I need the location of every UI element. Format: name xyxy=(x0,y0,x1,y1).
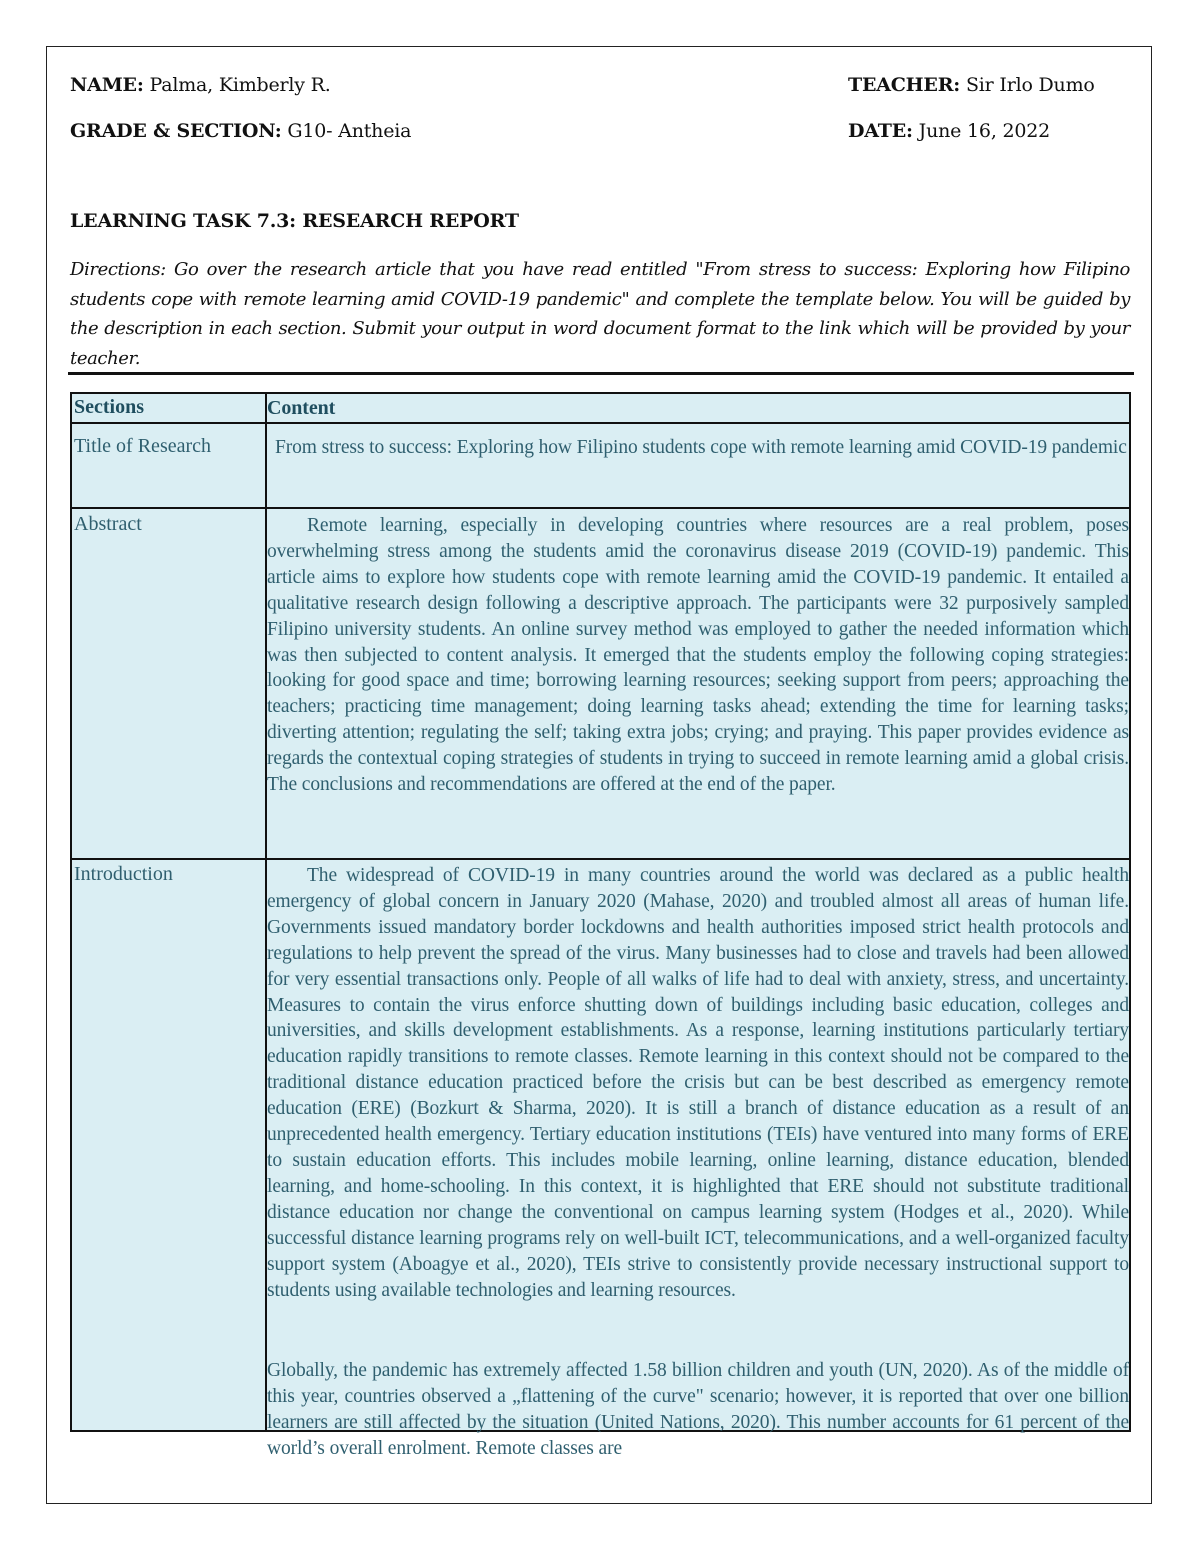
teacher-line xyxy=(848,74,1095,96)
row-content-introduction: The widespread of COVID-19 in many countries around the world was declared as a public health emergency of global concern in January 2020 (Mahase, 2020) and troubled almost all areas of human life. Governments issued mandatory border lockdowns and health authorities imposed strict health protocols and regulations to help prevent the spread of the virus. Many businesses had to close and travels had been allowed for very essential transactions only. People of all walks of life had to deal with anxiety, stress, and uncertainty. Measures to contain the virus enforce shutting down of buildings including basic education, colleges and universities, and skills development establishments. As a response, learning institutions particularly tertiary education rapidly transitions to remote classes. Remote learning in this context should not be compared to the traditional distance education practiced before the crisis but can be best described as emergency remote education (ERE) (Bozkurt & Sharma, 2020). It is still a branch of distance education as a result of an unprecedented health emergency. Tertiary education institutions (TEIs) have ventured into many forms of ERE to sustain education efforts. This includes mobile learning, online learning, distance education, blended learning, and home-schooling. In this context, it is highlighted that ERE should not substitute traditional distance education nor change the conventional on campus learning system (Hodges et al., 2020). While successful distance learning programs rely on well-built ICT, telecommunications, and a well-organized faculty support system (Aboagye et al., 2020), TEIs strive to consistently provide necessary instructional support to students using available technologies and learning resources. xyxy=(267,865,1129,1301)
divider-rule xyxy=(68,372,1134,375)
date-line xyxy=(848,120,1050,142)
report-table xyxy=(70,392,1131,1459)
date-label: DATE: xyxy=(848,120,913,142)
content-header: Content xyxy=(267,397,336,419)
name-label: NAME: xyxy=(70,74,144,96)
grade-line xyxy=(70,120,411,142)
row-label-title: Title of Research xyxy=(74,435,212,457)
row-divider xyxy=(72,858,1129,860)
teacher-label: TEACHER: xyxy=(848,74,961,96)
name-value: Palma, Kimberly R. xyxy=(149,74,331,96)
row-content-title: From stress to success: Exploring how Filipino students cope with remote learning amid COVID-19 pandemic xyxy=(275,437,1127,458)
directions-text: Directions: Go over the research article that you have read entitled "From stress to success: Exploring how Filipino students cope with remote learning amid COVID-19 pandemic" and complete the template below. You will be guided by the description in each section. Submit your output in word document format to the link which will be provided by your teacher. xyxy=(70,259,1130,369)
row-divider xyxy=(72,507,1129,509)
row-label-introduction: Introduction xyxy=(74,863,173,885)
row-content-introduction-p2: Globally, the pandemic has extremely affected 1.58 billion children and youth (UN, 2020). As of the middle of this year, countries observed a „flattening of the curve" scenario; however, it is reported that over one billion learners are still affected by the situation (United Nations, 2020). This number accounts for 61 percent of the world’s overall enrolment. Remote classes are xyxy=(267,1360,1129,1459)
grade-value: G10- Antheia xyxy=(287,120,412,142)
date-value: June 16, 2022 xyxy=(918,120,1051,142)
name-line xyxy=(70,74,331,96)
task-title: LEARNING TASK 7.3: RESEARCH REPORT xyxy=(70,210,519,232)
sections-header: Sections xyxy=(74,396,144,418)
row-content-abstract: Remote learning, especially in developing countries where resources are a real problem, poses overwhelming stress among the students amid the coronavirus disease 2019 (COVID-19) pandemic. This article aims to explore how students cope with remote learning amid the COVID-19 pandemic. It entailed a qualitative research design following a descriptive approach. The participants were 32 purposively sampled Filipino university students. An online survey method was employed to gather the needed information which was then subjected to content analysis. It emerged that the students employ the following coping strategies: looking for good space and time; borrowing learning resources; seeking support from peers; approaching the teachers; practicing time management; doing learning tasks ahead; extending the time for learning tasks; diverting attention; regulating the self; taking extra jobs; crying; and praying. This paper provides evidence as regards the contextual coping strategies of students in trying to succeed in remote learning amid a global crisis. The conclusions and recommendations are offered at the end of the paper. xyxy=(267,515,1129,796)
row-divider xyxy=(72,422,1129,424)
row-label-abstract: Abstract xyxy=(74,513,142,535)
teacher-value: Sir Irlo Dumo xyxy=(965,74,1095,96)
grade-label: GRADE & SECTION: xyxy=(70,120,282,142)
